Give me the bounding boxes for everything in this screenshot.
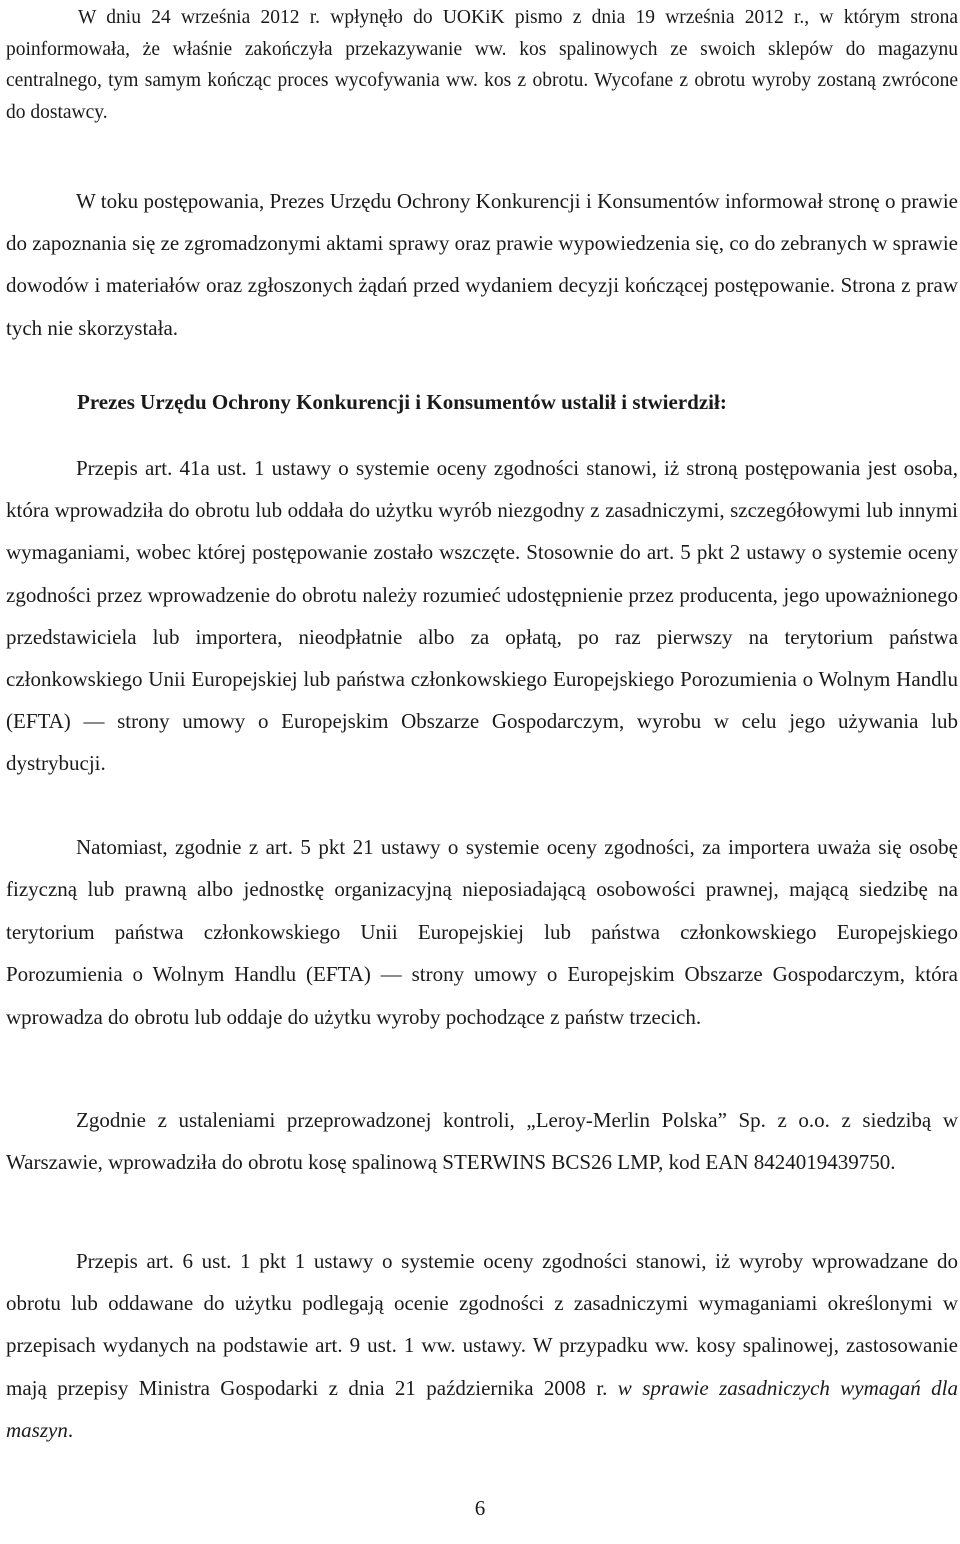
paragraph-art-6 xyxy=(6,1240,958,1451)
regulation-title: w sprawie zasadniczych wymagań dla maszyn xyxy=(6,1375,958,1442)
paragraph-art-6-end: . xyxy=(67,1417,74,1442)
section-heading: Prezes Urzędu Ochrony Konkurencji i Konsumentów ustalił i stwierdził: xyxy=(77,390,727,414)
paragraph-inspection-findings: Zgodnie z ustaleniami przeprowadzonej kontroli, „Leroy-Merlin Polska” Sp. z o.o. z siedzibą w Warszawie, wprowadziła do obrotu kosę spalinową STERWINS BCS26 LMP, kod EAN 8424019439750. xyxy=(6,1108,958,1175)
paragraph-art-6-text: Przepis art. 6 ust. 1 pkt 1 ustawy o systemie oceny zgodności stanowi, iż wyroby wprowadzane do obrotu lub oddawane do użytku podlegają ocenie zgodności z zasadniczymi wymaganiami określonymi w przepisach wydanych na podstawie art. 9 ust. 1 ww. ustawy. W przypadku ww. kosy spalinowej, zastosowanie mają przepisy Ministra Gospodarki z dnia 21 października 2008 r. xyxy=(6,1249,958,1400)
paragraph-letter-received: W dniu 24 września 2012 r. wpłynęło do UOKiK pismo z dnia 19 września 2012 r., w którym strona poinformowała, że właśnie zakończyła przekazywanie ww. kos spalinowych ze swoich sklepów do magazynu centralnego, tym samym kończąc proces wycofywania ww. kos z obrotu. Wycofane z obrotu wyroby zostaną zwrócone do dostawcy. xyxy=(6,7,958,123)
page-number: 6 xyxy=(474,1496,486,1520)
paragraph-proceedings-rights: W toku postępowania, Prezes Urzędu Ochrony Konkurencji i Konsumentów informował stronę o prawie do zapoznania się ze zgromadzonymi aktami sprawy oraz prawie wypowiedzenia się, co do zebranych w sprawie dowodów i materiałów oraz zgłoszonych żądań przed wydaniem decyzji kończącej postępowanie. Strona z praw tych nie skorzystała. xyxy=(6,189,958,340)
paragraph-art-41a: Przepis art. 41a ust. 1 ustawy o systemie oceny zgodności stanowi, iż stroną postępowania jest osoba, która wprowadziła do obrotu lub oddała do użytku wyrób niezgodny z zasadniczymi, szczegółowymi lub innymi wymaganiami, wobec której postępowanie zostało wszczęte. Stosownie do art. 5 pkt 2 ustawy o systemie oceny zgodności przez wprowadzenie do obrotu należy rozumieć udostępnienie przez producenta, jego upoważnionego przedstawiciela lub importera, nieodpłatnie albo za opłatą, po raz pierwszy na terytorium państwa członkowskiego Unii Europejskiej lub państwa członkowskiego Europejskiego Porozumienia o Wolnym Handlu (EFTA) ― strony umowy o Europejskim Obszarze Gospodarczym, wyrobu w celu jego używania lub dystrybucji. xyxy=(6,456,958,776)
paragraph-importer-definition: Natomiast, zgodnie z art. 5 pkt 21 ustawy o systemie oceny zgodności, za importera uważa się osobę fizyczną lub prawną albo jednostkę organizacyjną nieposiadającą osobowości prawnej, mającą siedzibę na terytorium państwa członkowskiego Unii Europejskiej lub państwa członkowskiego Europejskiego Porozumienia o Wolnym Handlu (EFTA) ― strony umowy o Europejskim Obszarze Gospodarczym, która wprowadza do obrotu lub oddaje do użytku wyroby pochodzące z państw trzecich. xyxy=(6,835,958,1029)
